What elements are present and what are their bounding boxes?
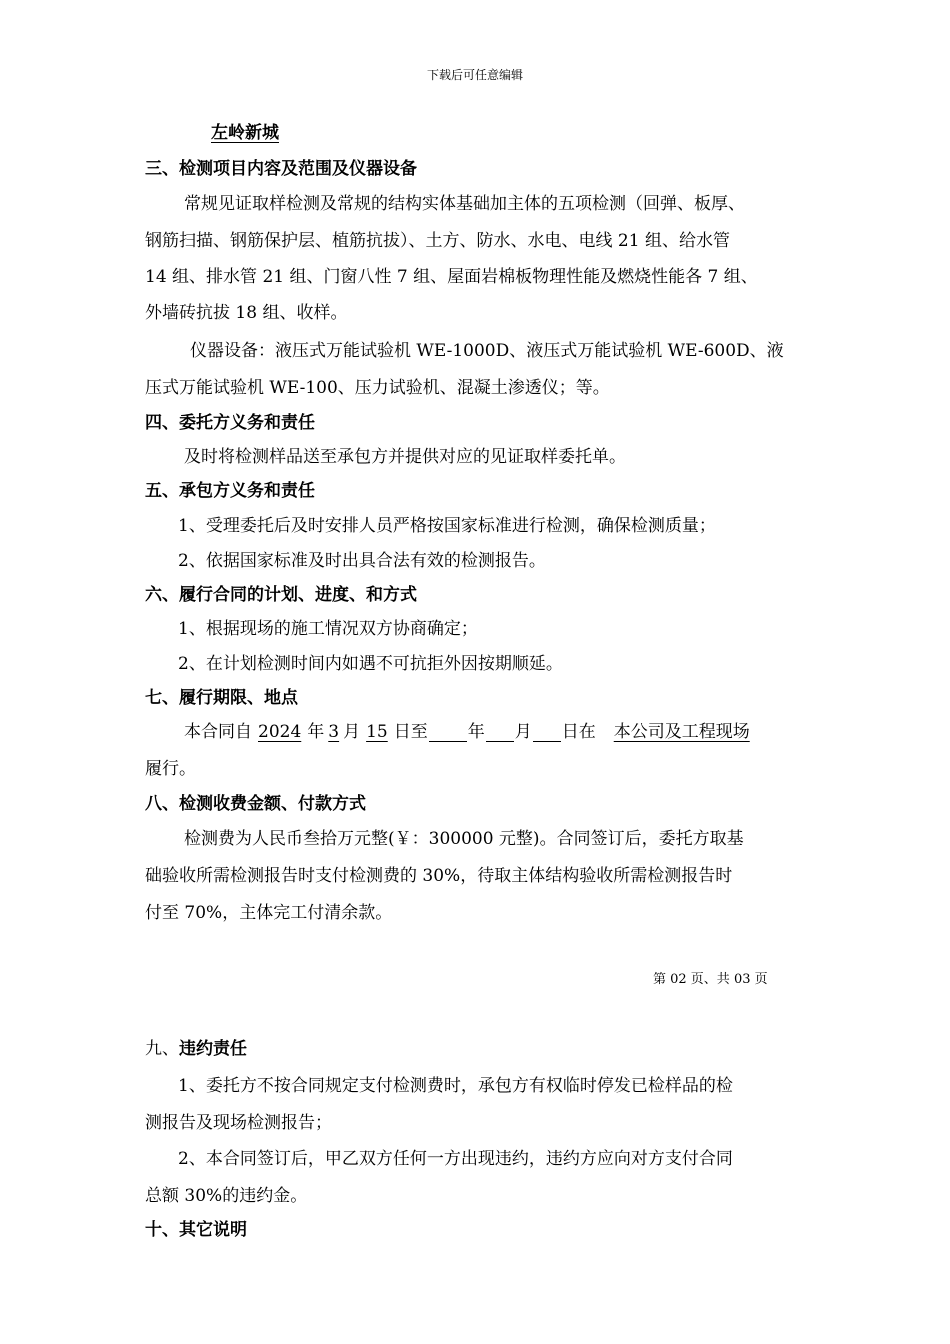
section-6-item: 1、根据现场的施工情况双方协商确定；: [178, 619, 478, 639]
header-note: 下载后可任意编辑: [426, 68, 523, 82]
end-year-blank: [429, 723, 467, 742]
term-prefix: 本合同自: [184, 722, 252, 742]
start-month: 3: [328, 722, 340, 742]
section-8-title: 八、检测收费金额、付款方式: [145, 794, 366, 814]
day-unit: 日至: [393, 722, 428, 742]
section-8-text-line: 付至 70%，主体完工付清余款。: [145, 903, 393, 923]
section-3-title: 三、检测项目内容及范围及仪器设备: [145, 159, 417, 179]
section-3-text-line: 常规见证取样检测及常规的结构实体基础加主体的五项检测（回弹、板厚、: [184, 194, 745, 214]
place: 本公司及工程现场: [613, 722, 750, 742]
section-5-item: 2、依据国家标准及时出具合法有效的检测报告。: [178, 551, 546, 571]
section-9-item: 总额 30%的违约金。: [145, 1186, 308, 1206]
section-3-text-line: 钢筋扫描、钢筋保护层、植筋抗拔）、土方、防水、水电、电线 21 组、给水管: [145, 231, 730, 251]
section-9-item: 测报告及现场检测报告；: [145, 1113, 332, 1133]
end-year-unit: 年: [467, 722, 485, 742]
section-3-text-line: 14 组、排水管 21 组、门窗八性 7 组、屋面岩棉板物理性能及燃烧性能各 7 组、: [145, 267, 758, 287]
end-month-blank: [486, 723, 514, 742]
section-6-item: 2、在计划检测时间内如遇不可抗拒外因按期顺延。: [178, 654, 563, 674]
section-7-suffix: 履行。: [145, 759, 196, 779]
start-day: 15: [366, 722, 388, 742]
section-7-term-line: [184, 717, 750, 742]
section-6-title: 六、履行合同的计划、进度、和方式: [145, 585, 417, 605]
section-9-item: 2、本合同签订后，甲乙双方任何一方出现违约，违约方应向对方支付合同: [178, 1149, 733, 1169]
end-month-unit: 月: [514, 722, 532, 742]
section-10-title: 十、其它说明: [145, 1220, 247, 1240]
month-unit: 月: [343, 722, 361, 742]
section-7-title: 七、履行期限、地点: [145, 688, 298, 708]
section-4-title: 四、委托方义务和责任: [145, 413, 315, 433]
section-8-text-line: 础验收所需检测报告时支付检测费的 30%，待取主体结构验收所需检测报告时: [145, 866, 733, 886]
section-9-number: 九、: [145, 1039, 179, 1059]
section-9-heading: 违约责任: [179, 1039, 247, 1059]
section-5-title: 五、承包方义务和责任: [145, 481, 315, 501]
section-5-item: 1、受理委托后及时安排人员严格按国家标准进行检测，确保检测质量；: [178, 516, 716, 536]
section-9-title: [145, 1034, 247, 1059]
section-3-equipment-line: 仪器设备：液压式万能试验机 WE-1000D、液压式万能试验机 WE-600D、液: [190, 341, 784, 361]
page-number: 第 02 页、共 03 页: [653, 972, 768, 987]
section-4-text: 及时将检测样品送至承包方并提供对应的见证取样委托单。: [184, 447, 626, 467]
section-8-text-line: 检测费为人民币叁拾万元整(￥：300000 元整)。合同签订后，委托方取基: [184, 829, 744, 849]
project-name-line: [183, 118, 305, 143]
end-day-blank: [533, 723, 561, 742]
end-day-unit: 日在: [561, 722, 596, 742]
year-unit: 年: [307, 722, 325, 742]
start-year: 2024: [258, 722, 302, 742]
section-3-equipment-line: 压式万能试验机 WE-100、压力试验机、混凝土渗透仪；等。: [145, 378, 610, 398]
section-9-item: 1、委托方不按合同规定支付检测费时，承包方有权临时停发已检样品的检: [178, 1076, 733, 1096]
project-name: 左岭新城: [211, 123, 279, 143]
section-3-text-line: 外墙砖抗拔 18 组、收样。: [145, 303, 348, 323]
